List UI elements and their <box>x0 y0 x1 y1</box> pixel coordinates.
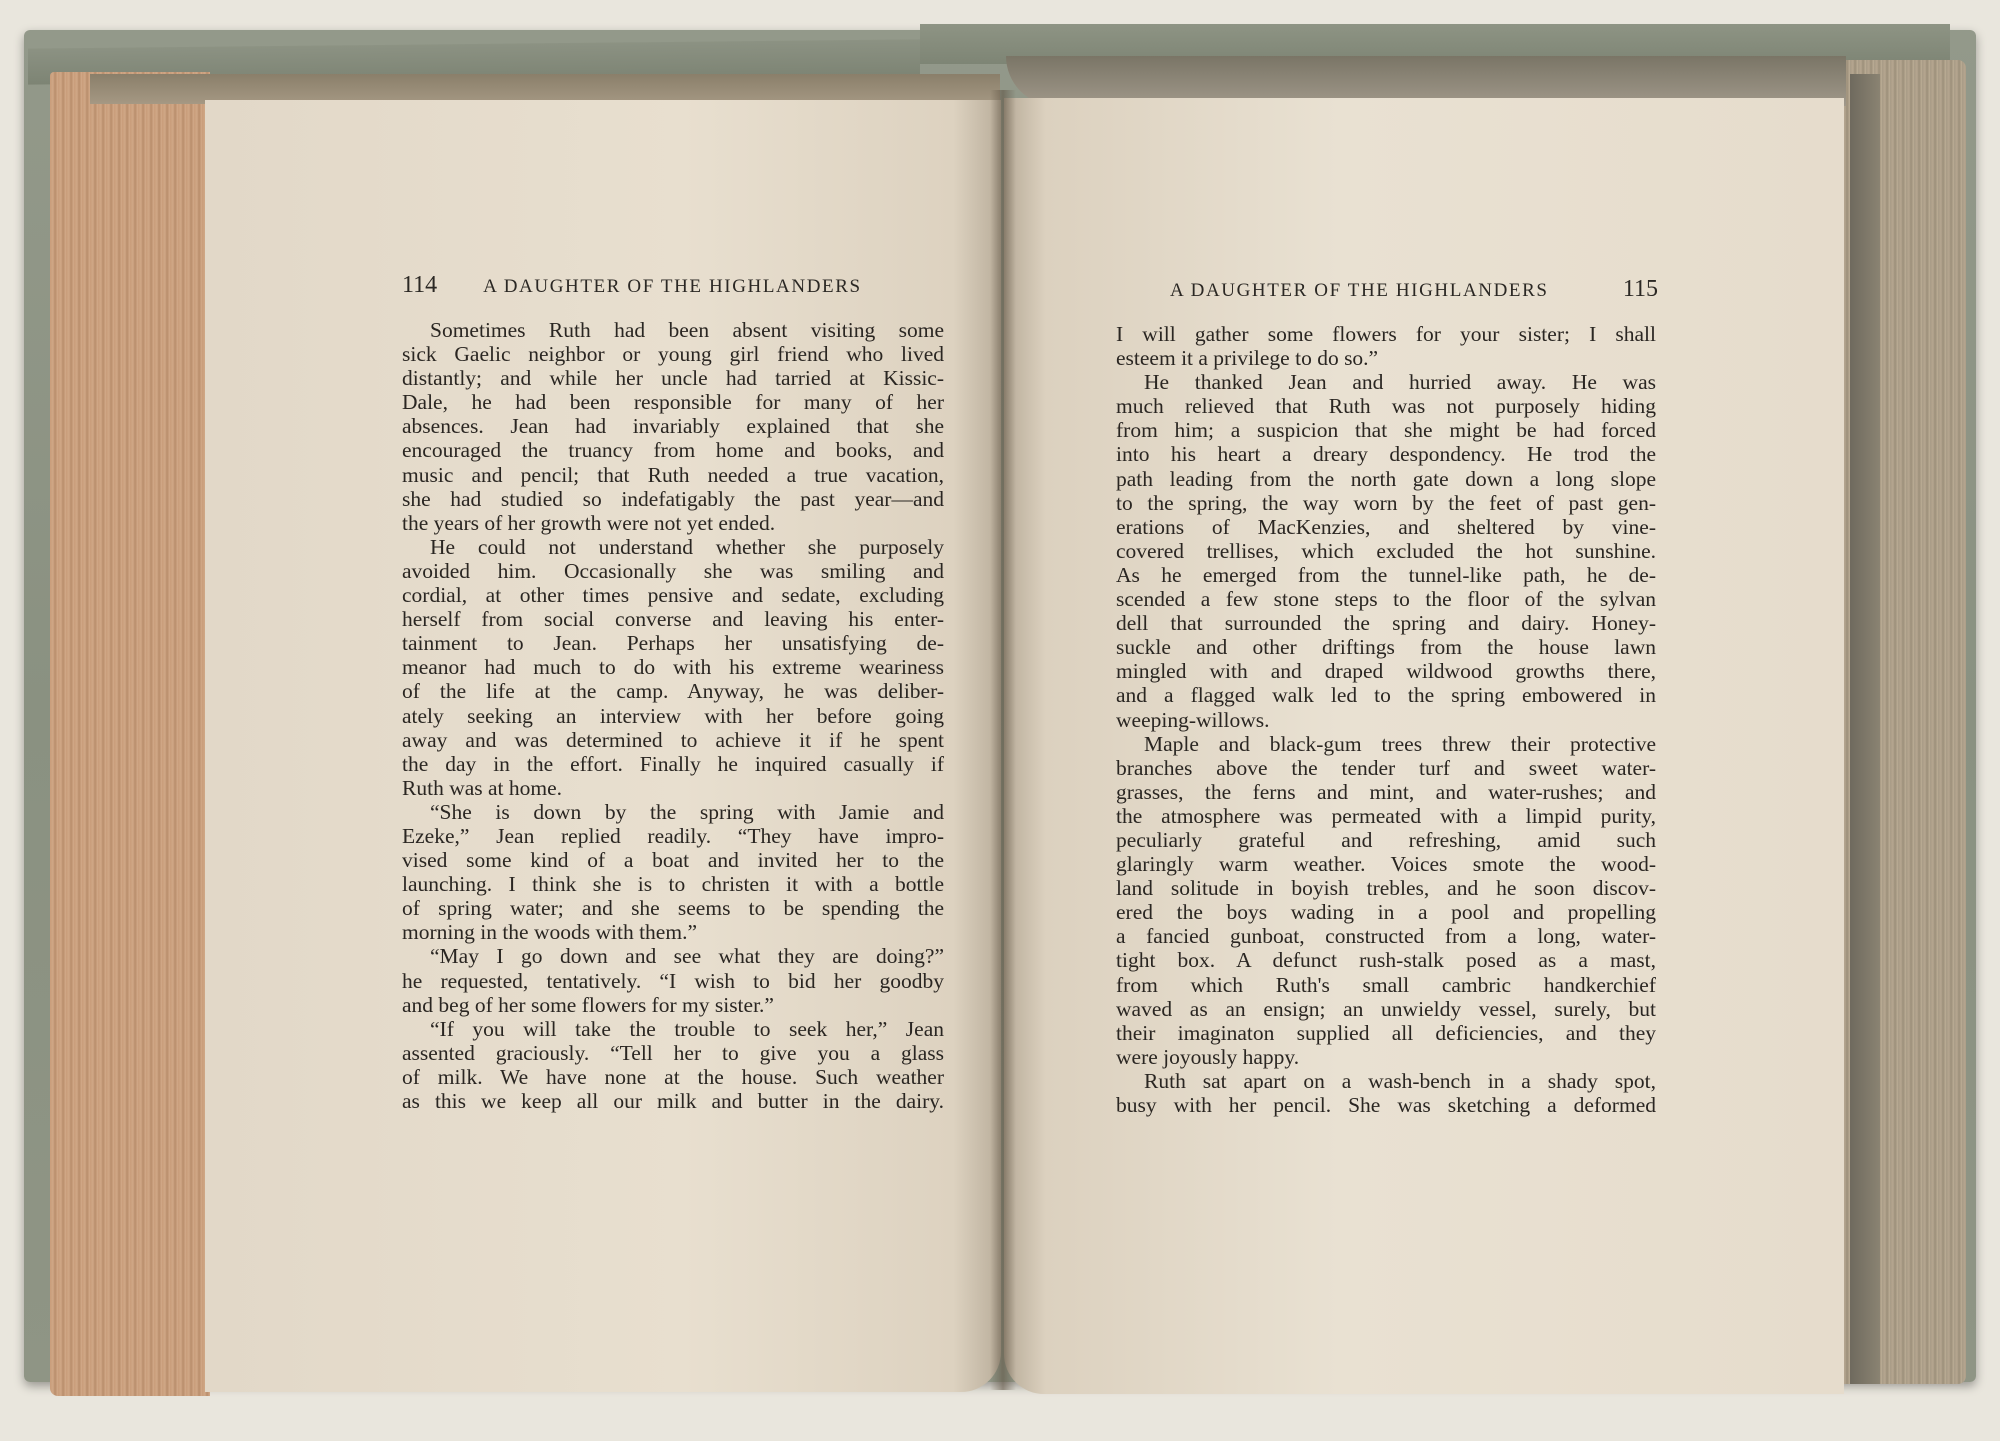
book-gutter <box>990 90 1016 1390</box>
text-line: tight box. A defunct rush-stalk posed as a mast, <box>1116 948 1656 973</box>
text-line: he requested, tentatively. “I wish to bid her goodby <box>402 968 944 993</box>
text-line: their imaginaton supplied all deficiencies, and they <box>1116 1020 1656 1045</box>
text-line: music and pencil; that Ruth needed a true vacation, <box>402 462 944 487</box>
right-page-text <box>1116 322 1656 1117</box>
text-line: Sometimes Ruth had been absent visiting some <box>430 318 944 342</box>
right-running-title: A DAUGHTER OF THE HIGHLANDERS <box>1170 280 1549 301</box>
text-line: Ezeke,” Jean replied readily. “They have impro- <box>402 823 944 848</box>
text-line: cordial, at other times pensive and sedate, excluding <box>402 583 944 608</box>
text-line: much relieved that Ruth was not purposely hiding <box>1116 394 1656 419</box>
text-line: waved as an ensign; an unwieldy vessel, surely, but <box>1116 996 1656 1021</box>
text-line: path leading from the north gate down a long slope <box>1116 466 1656 491</box>
text-line: and a flagged walk led to the spring embowered in <box>1116 683 1656 708</box>
text-line: I will gather some flowers for your sister; I shall <box>1116 322 1656 346</box>
text-line: “If you will take the trouble to seek her,” Jean <box>430 1016 944 1041</box>
text-line: ately seeking an interview with her before going <box>402 703 944 728</box>
text-line: Dale, he had been responsible for many of her <box>402 390 944 415</box>
page-block-edge-left <box>50 72 210 1396</box>
text-line: “May I go down and see what they are doing?” <box>430 944 944 969</box>
text-line: a fancied gunboat, constructed from a long, water- <box>1116 924 1656 949</box>
text-line: peculiarly grateful and refreshing, amid such <box>1116 827 1656 852</box>
text-line: covered trellises, which excluded the hot sunshine. <box>1116 538 1656 563</box>
text-line: “She is down by the spring with Jamie and <box>430 799 944 824</box>
text-line: busy with her pencil. She was sketching a deformed <box>1116 1093 1656 1117</box>
text-line: Ruth was at home. <box>402 775 563 800</box>
text-line: As he emerged from the tunnel-like path, he de- <box>1116 562 1656 587</box>
text-line: from which Ruth's small cambric handkerchief <box>1116 972 1656 997</box>
text-line: erations of MacKenzies, and sheltered by vine- <box>1116 514 1656 539</box>
text-line: to the spring, the way worn by the feet of past gen- <box>1116 490 1656 515</box>
text-line: meanor had much to do with his extreme weariness <box>402 655 944 680</box>
text-line: were joyously happy. <box>1116 1044 1300 1069</box>
text-line: as this we keep all our milk and butter in the dairy. <box>402 1089 944 1113</box>
text-line: esteem it a privilege to do so.” <box>1116 346 1379 371</box>
right-running-head <box>1170 276 1658 312</box>
text-line: absences. Jean had invariably explained that she <box>402 414 944 439</box>
text-line: tainment to Jean. Perhaps her unsatisfying de- <box>402 631 944 656</box>
text-line: scended a few stone steps to the floor of the sylvan <box>1116 587 1656 612</box>
text-line: launching. I think she is to christen it with a bottle <box>402 872 944 897</box>
text-line: weeping-willows. <box>1116 707 1270 732</box>
left-running-head <box>402 272 942 308</box>
page-block-edge-right <box>1826 60 1966 1384</box>
text-line: the atmosphere was permeated with a limpid purity, <box>1116 803 1656 828</box>
text-line: of the life at the camp. Anyway, he was deliber- <box>402 679 944 704</box>
text-line: glaringly warm weather. Voices smote the wood- <box>1116 852 1656 877</box>
text-line: grasses, the ferns and mint, and water-rushes; and <box>1116 779 1656 804</box>
text-line: morning in the woods with them.” <box>402 920 697 945</box>
text-line: encouraged the truancy from home and books, and <box>402 438 944 463</box>
text-line: He could not understand whether she purposely <box>430 534 944 559</box>
text-line: into his heart a dreary despondency. He trod the <box>1116 442 1656 467</box>
text-line: suckle and other driftings from the house lawn <box>1116 635 1656 660</box>
page-block-shadow-right <box>1850 74 1880 1384</box>
text-line: vised some kind of a boat and invited her to the <box>402 848 944 873</box>
left-page-number: 114 <box>402 272 438 298</box>
text-line: avoided him. Occasionally she was smiling and <box>402 558 944 583</box>
text-line: of spring water; and she seems to be spending the <box>402 896 944 921</box>
text-line: land solitude in boyish trebles, and he soon discov- <box>1116 876 1656 901</box>
text-line: herself from social converse and leaving his enter- <box>402 607 944 632</box>
text-line: Ruth sat apart on a wash-bench in a shady spot, <box>1144 1068 1656 1093</box>
text-line: branches above the tender turf and sweet water- <box>1116 755 1656 780</box>
text-line: of milk. We have none at the house. Such weather <box>402 1064 944 1089</box>
text-line: Maple and black-gum trees threw their protective <box>1144 731 1656 756</box>
text-line: assented graciously. “Tell her to give you a glass <box>402 1040 944 1065</box>
text-line: she had studied so indefatigably the past year—and <box>402 486 944 511</box>
left-running-title: A DAUGHTER OF THE HIGHLANDERS <box>483 276 862 297</box>
text-line: and beg of her some flowers for my sister.” <box>402 992 774 1017</box>
left-page-text <box>402 318 944 1113</box>
text-line: the years of her growth were not yet ended. <box>402 510 776 535</box>
text-line: ered the boys wading in a pool and propelling <box>1116 900 1656 925</box>
text-line: distantly; and while her uncle had tarried at Kissic- <box>402 366 944 391</box>
text-line: mingled with and draped wildwood growths there, <box>1116 659 1656 684</box>
text-line: sick Gaelic neighbor or young girl friend who lived <box>402 342 944 367</box>
text-line: away and was determined to achieve it if he spent <box>402 727 944 752</box>
text-line: the day in the effort. Finally he inquired casually if <box>402 751 944 776</box>
right-page-number: 115 <box>1622 276 1658 302</box>
text-line: dell that surrounded the spring and dairy. Honey- <box>1116 611 1656 636</box>
text-line: He thanked Jean and hurried away. He was <box>1144 370 1656 395</box>
text-line: from him; a suspicion that she might be had forced <box>1116 418 1656 443</box>
